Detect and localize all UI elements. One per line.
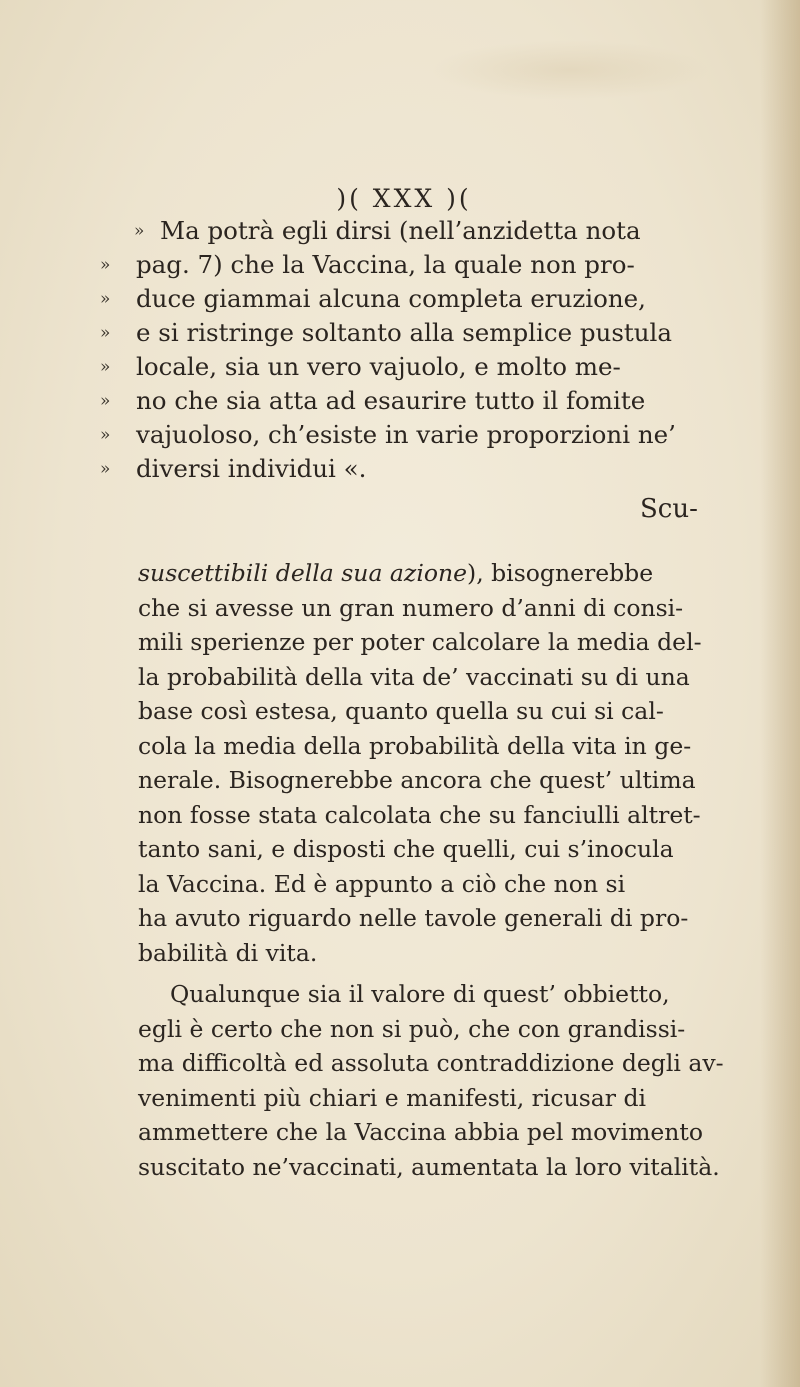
quote-line <box>100 248 756 282</box>
quote-line-text: Ma potrà egli dirsi (nell’anzidetta nota <box>160 216 641 245</box>
body-line: mili sperienze per poter calcolare la media del- <box>138 628 702 656</box>
paragraph-line: egli è certo che non si può, che con grandissi- <box>138 1014 686 1043</box>
quoted-passage <box>100 214 756 486</box>
body-line: la probabilità della vita de’ vaccinati su di una <box>138 662 690 691</box>
body-line: non fosse stata calcolata che su fanciulli altret- <box>138 800 701 829</box>
paragraph-line: ma difficoltà ed assoluta contraddizione degli av- <box>138 1049 724 1077</box>
quote-mark: » <box>100 289 111 309</box>
quote-line <box>136 214 756 248</box>
quote-mark: » <box>100 357 111 377</box>
body-line: babilità di vita. <box>138 938 318 967</box>
body-line <box>138 556 758 591</box>
paper-stain <box>430 40 710 100</box>
quote-mark: » <box>100 391 111 411</box>
body-line: cola la media della probabilità della vita in ge- <box>138 731 692 760</box>
body-line: la Vaccina. Ed è appunto a ciò che non si <box>138 869 626 898</box>
quote-mark: » <box>134 221 145 241</box>
quote-line <box>100 384 756 418</box>
quote-line-text: e si ristringe soltanto alla semplice pustula <box>136 318 672 347</box>
body-line: che si avesse un gran numero d’anni di consi- <box>138 593 684 622</box>
paragraph-line: venimenti più chiari e manifesti, ricusar di <box>138 1083 647 1112</box>
body-line: base così estesa, quanto quella su cui si cal- <box>138 697 664 725</box>
quote-line-text: vajuoloso, ch’esiste in varie proporzioni ne’ <box>136 420 676 449</box>
quote-line-text: duce giammai alcuna completa eruzione, <box>136 284 646 313</box>
quote-line <box>100 316 756 350</box>
quote-mark: » <box>100 425 111 445</box>
quote-line <box>100 282 756 316</box>
body-line-text: ), bisognerebbe <box>467 559 654 587</box>
italic-phrase: suscettibili della sua azione <box>138 559 468 587</box>
quote-line-text: locale, sia un vero vajuolo, e molto me- <box>136 352 621 381</box>
quote-line <box>100 350 756 384</box>
paragraph-line: ammettere che la Vaccina abbia pel movimento <box>138 1118 704 1146</box>
catchword: Scu- <box>640 494 698 524</box>
quote-line-text: no che sia atta ad esaurire tutto il fomite <box>136 386 646 415</box>
body-line: tanto sani, e disposti che quelli, cui s’inocula <box>138 835 674 863</box>
quote-mark: » <box>100 323 111 343</box>
running-head: )( XXX )( <box>336 184 472 213</box>
body-line: ha avuto riguardo nelle tavole generali di pro- <box>138 904 689 932</box>
paragraph-line: suscitato ne’vaccinati, aumentata la loro vitalità. <box>138 1152 720 1181</box>
quote-line <box>100 418 756 452</box>
body-text <box>138 556 758 1184</box>
paragraph-line: Qualunque sia il valore di quest’ obbietto, <box>170 980 670 1008</box>
quote-line-text: pag. 7) che la Vaccina, la quale non pro- <box>136 250 635 279</box>
quote-line-text: diversi individui «. <box>136 454 367 483</box>
quote-mark: » <box>100 255 111 275</box>
quote-line <box>100 452 756 486</box>
quote-mark: » <box>100 459 111 479</box>
body-line: nerale. Bisognerebbe ancora che quest’ ultima <box>138 766 696 794</box>
